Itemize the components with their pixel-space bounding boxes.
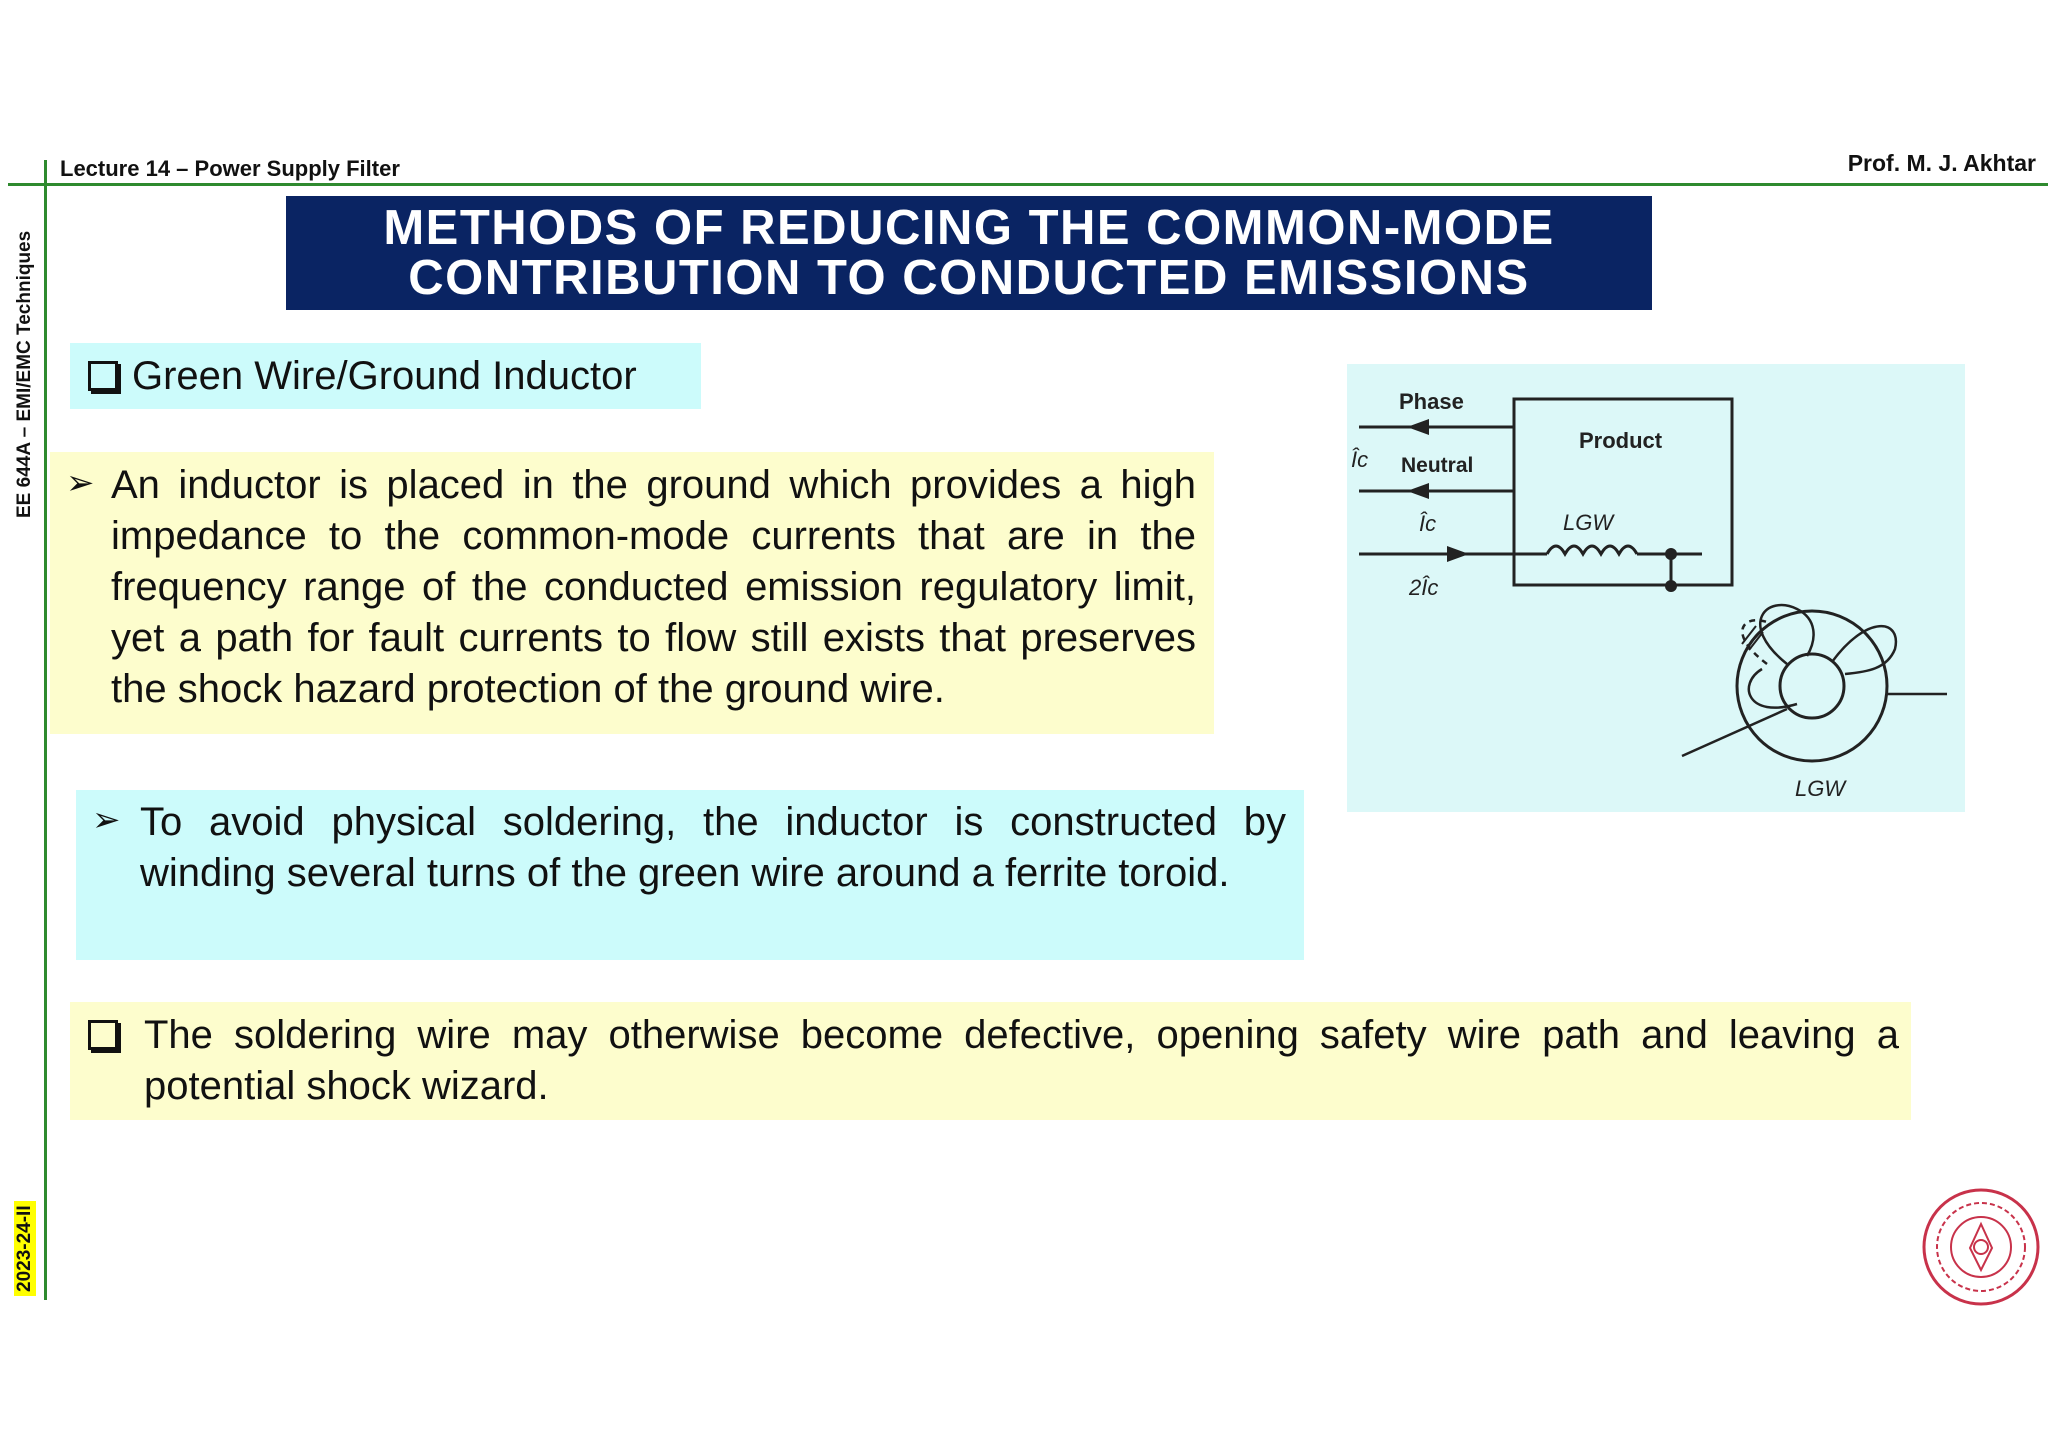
ic-label-neutral: Îc xyxy=(1351,447,1369,472)
ic-label-ground: Îc xyxy=(1419,511,1437,536)
section-text: The soldering wire may otherwise become defective, opening safety wire path and leaving a potential shock wizard. xyxy=(144,1013,1899,1108)
product-box xyxy=(1514,399,1732,585)
bullet-text: An inductor is placed in the ground which provides a high impedance to the common-mode currents that are in the frequency range of the conducted emission regulatory limit, yet a path for fault currents to flow still exists that preserves the shock hazard protection of the ground wire. xyxy=(111,463,1196,711)
year-label: 2023-24-II xyxy=(14,1201,36,1296)
green-wire-inductor-diagram xyxy=(1347,364,1965,812)
toroid-hole xyxy=(1780,654,1844,718)
checkbox-square-icon xyxy=(88,361,118,391)
header-rule xyxy=(8,183,2048,186)
institute-seal-logo xyxy=(1920,1186,2042,1308)
circuit-diagram-svg xyxy=(1347,364,1965,812)
bullet-text: To avoid physical soldering, the inductor is constructed by winding several turns of the green wire around a ferrite toroid. xyxy=(140,800,1286,895)
ferrite-toroid-icon xyxy=(1737,611,1887,761)
slide-title-line2: CONTRIBUTION TO CONDUCTED EMISSIONS xyxy=(408,251,1530,305)
arrow-bullet-icon: ➢ xyxy=(92,801,121,839)
ground-arrow-icon xyxy=(1447,546,1469,562)
neutral-label: Neutral xyxy=(1401,454,1474,477)
junction-dot xyxy=(1665,580,1677,592)
capacitor-plate xyxy=(1742,626,1756,644)
bullet-inductor-description xyxy=(50,452,1214,734)
section-heading-green-wire xyxy=(70,343,701,409)
checkbox-square-icon xyxy=(88,1020,118,1050)
phase-arrow-icon xyxy=(1407,419,1429,435)
winding-turn xyxy=(1749,669,1797,708)
professor-name: Prof. M. J. Akhtar xyxy=(1847,150,2036,176)
bullet-toroid-construction xyxy=(76,790,1304,960)
2ic-label: 2Îc xyxy=(1409,575,1439,600)
inductor-coil-icon xyxy=(1547,546,1637,554)
sidebar-rule xyxy=(44,160,47,1300)
lecture-title: Lecture 14 – Power Supply Filter xyxy=(60,156,400,181)
slide-title-line1: METHODS OF REDUCING THE COMMON-MODE xyxy=(383,201,1555,255)
product-label: Product xyxy=(1579,428,1663,453)
arrow-bullet-icon: ➢ xyxy=(66,464,95,502)
course-label: EE 644A – EMI/EMC Techniques xyxy=(14,230,35,518)
lgw-label: LGW xyxy=(1563,510,1614,535)
section-heading-text: Green Wire/Ground Inductor xyxy=(132,353,637,398)
neutral-arrow-icon xyxy=(1407,483,1429,499)
lgw-toroid-label: LGW xyxy=(1795,776,1846,801)
junction-dot xyxy=(1665,548,1677,560)
section-soldering-note xyxy=(70,1002,1911,1120)
seal-icon xyxy=(1920,1186,2042,1308)
slide-title xyxy=(286,196,1652,310)
phase-label: Phase xyxy=(1399,389,1464,414)
